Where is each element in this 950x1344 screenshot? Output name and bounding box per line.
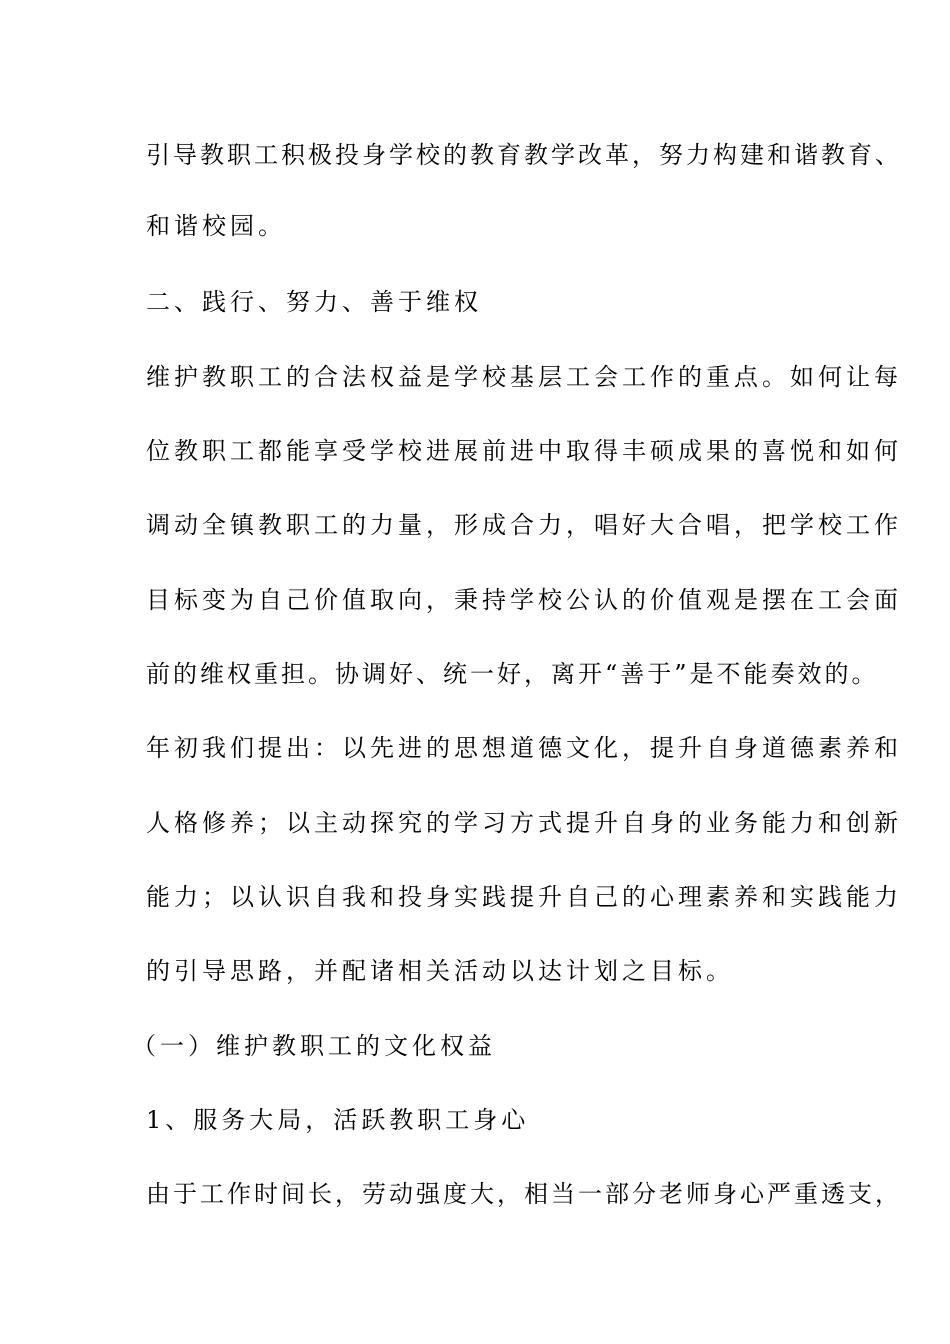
subsection-heading: （一）维护教职工的文化权益 <box>132 1032 496 1060</box>
paragraph-line: 能力；以认识自我和投身实践提升自己的心理素养和实践能力 <box>146 883 902 911</box>
paragraph-line: 由于工作时间长，劳动强度大，相当一部分老师身心严重透支， <box>146 1180 902 1208</box>
section-heading: 二、践行、努力、善于维权 <box>146 288 482 316</box>
paragraph-line: 位教职工都能享受学校进展前进中取得丰硕成果的喜悦和如何 <box>146 437 902 465</box>
paragraph-line: 和谐校园。 <box>146 212 286 240</box>
paragraph-line: 前的维权重担。协调好、统一好，离开“善于”是不能奏效的。 <box>146 660 879 688</box>
paragraph-line: 引导教职工积极投身学校的教育教学改革，努力构建和谐教育、 <box>146 141 902 169</box>
paragraph-line: 调动全镇教职工的力量，形成合力，唱好大合唱，把学校工作 <box>146 511 902 539</box>
paragraph-line: 的引导思路，并配诸相关活动以达计划之目标。 <box>146 957 734 985</box>
paragraph-line: 维护教职工的合法权益是学校基层工会工作的重点。如何让每 <box>146 363 902 391</box>
subsection-heading: 1、服务大局，活跃教职工身心 <box>146 1106 530 1134</box>
paragraph-line: 人格修养；以主动探究的学习方式提升自身的业务能力和创新 <box>146 809 902 837</box>
paragraph-line: 年初我们提出：以先进的思想道德文化，提升自身道德素养和 <box>146 734 902 762</box>
paragraph-line: 目标变为自己价值取向，秉持学校公认的价值观是摆在工会面 <box>146 586 902 614</box>
